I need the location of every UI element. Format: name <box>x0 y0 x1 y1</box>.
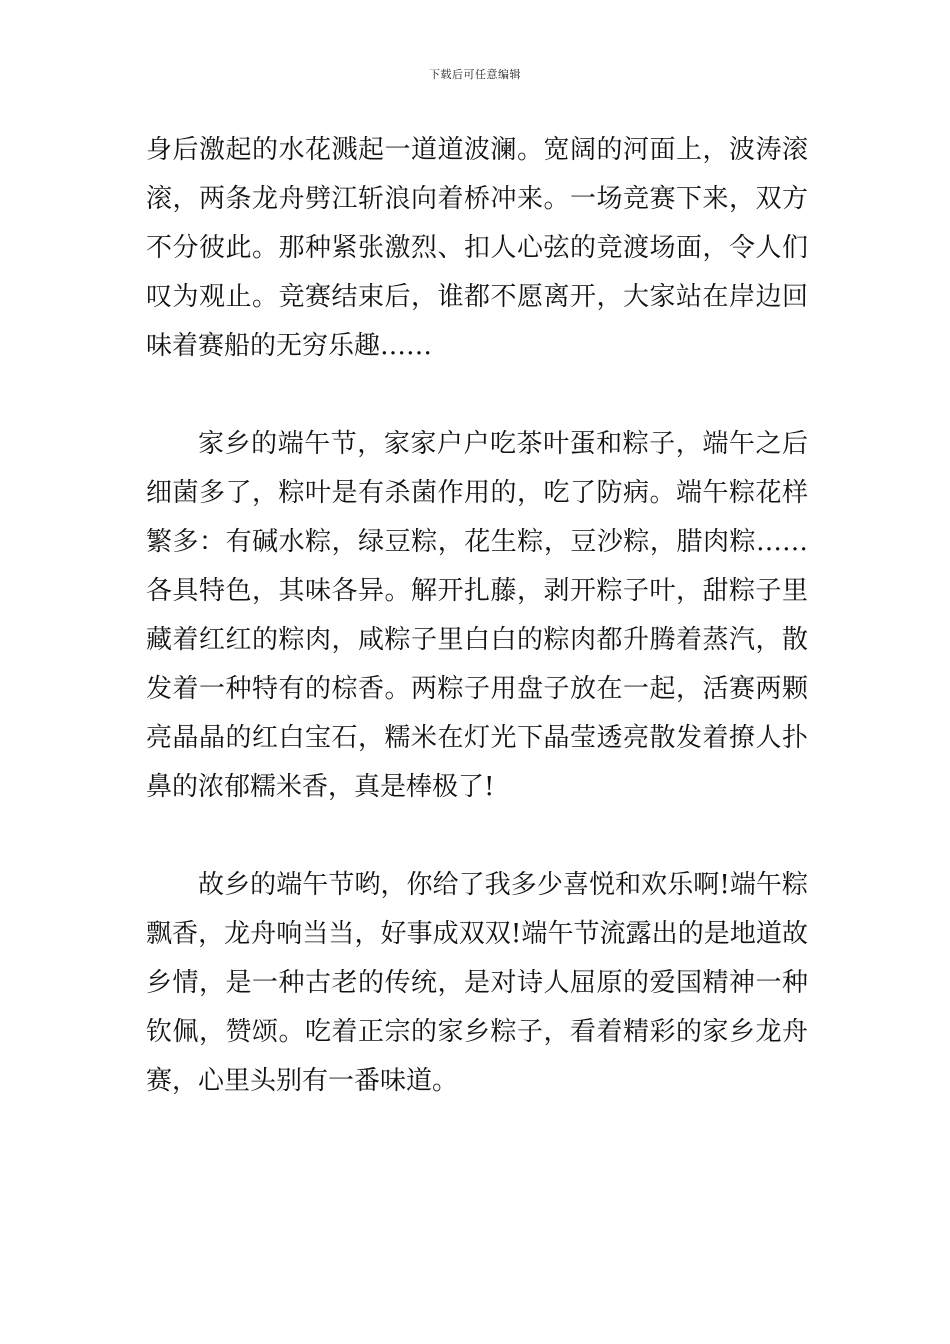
paragraph-1 <box>146 126 808 371</box>
paragraph-line: 钦佩，赞颂。吃着正宗的家乡粽子，看着精彩的家乡龙舟 <box>146 1017 808 1047</box>
paragraph-line: 乡情，是一种古老的传统，是对诗人屈原的爱国精神一种 <box>146 968 808 998</box>
document-body <box>146 126 808 1106</box>
paragraph-line: 故乡的端午节哟，你给了我多少喜悦和欢乐啊!端午粽 <box>198 870 808 900</box>
paragraph-line: 发着一种特有的棕香。两粽子用盘子放在一起，活赛两颗 <box>146 674 808 704</box>
paragraph-line: 繁多：有碱水粽，绿豆粽，花生粽，豆沙粽，腊肉粽…… <box>146 527 808 557</box>
paragraph-spacer <box>146 812 808 861</box>
paragraph-spacer <box>146 371 808 420</box>
paragraph-line: 叹为观止。竞赛结束后，谁都不愿离开，大家站在岸边回 <box>146 282 808 312</box>
paragraph-line: 家乡的端午节，家家户户吃茶叶蛋和粽子，端午之后 <box>198 429 808 459</box>
paragraph-line: 飘香，龙舟响当当，好事成双双!端午节流露出的是地道故 <box>146 919 808 949</box>
paragraph-2 <box>146 420 808 812</box>
paragraph-line: 不分彼此。那种紧张激烈、扣人心弦的竞渡场面，令人们 <box>146 233 808 263</box>
paragraph-3 <box>146 861 808 1106</box>
paragraph-line: 细菌多了，粽叶是有杀菌作用的，吃了防病。端午粽花样 <box>146 478 808 508</box>
paragraph-line: 身后激起的水花溅起一道道波澜。宽阔的河面上，波涛滚 <box>146 135 808 165</box>
paragraph-line: 藏着红红的粽肉，咸粽子里白白的粽肉都升腾着蒸汽，散 <box>146 625 808 655</box>
paragraph-line: 赛，心里头别有一番味道。 <box>146 1066 459 1096</box>
paragraph-line: 鼻的浓郁糯米香，真是棒极了! <box>146 772 495 802</box>
page-header: 下载后可任意编辑 <box>429 68 521 81</box>
paragraph-line: 味着赛船的无穷乐趣…… <box>146 331 433 361</box>
paragraph-line: 各具特色，其味各异。解开扎藤，剥开粽子叶，甜粽子里 <box>146 576 808 606</box>
paragraph-line: 滚，两条龙舟劈江斩浪向着桥冲来。一场竞赛下来，双方 <box>146 184 808 214</box>
paragraph-line: 亮晶晶的红白宝石，糯米在灯光下晶莹透亮散发着撩人扑 <box>146 723 808 753</box>
